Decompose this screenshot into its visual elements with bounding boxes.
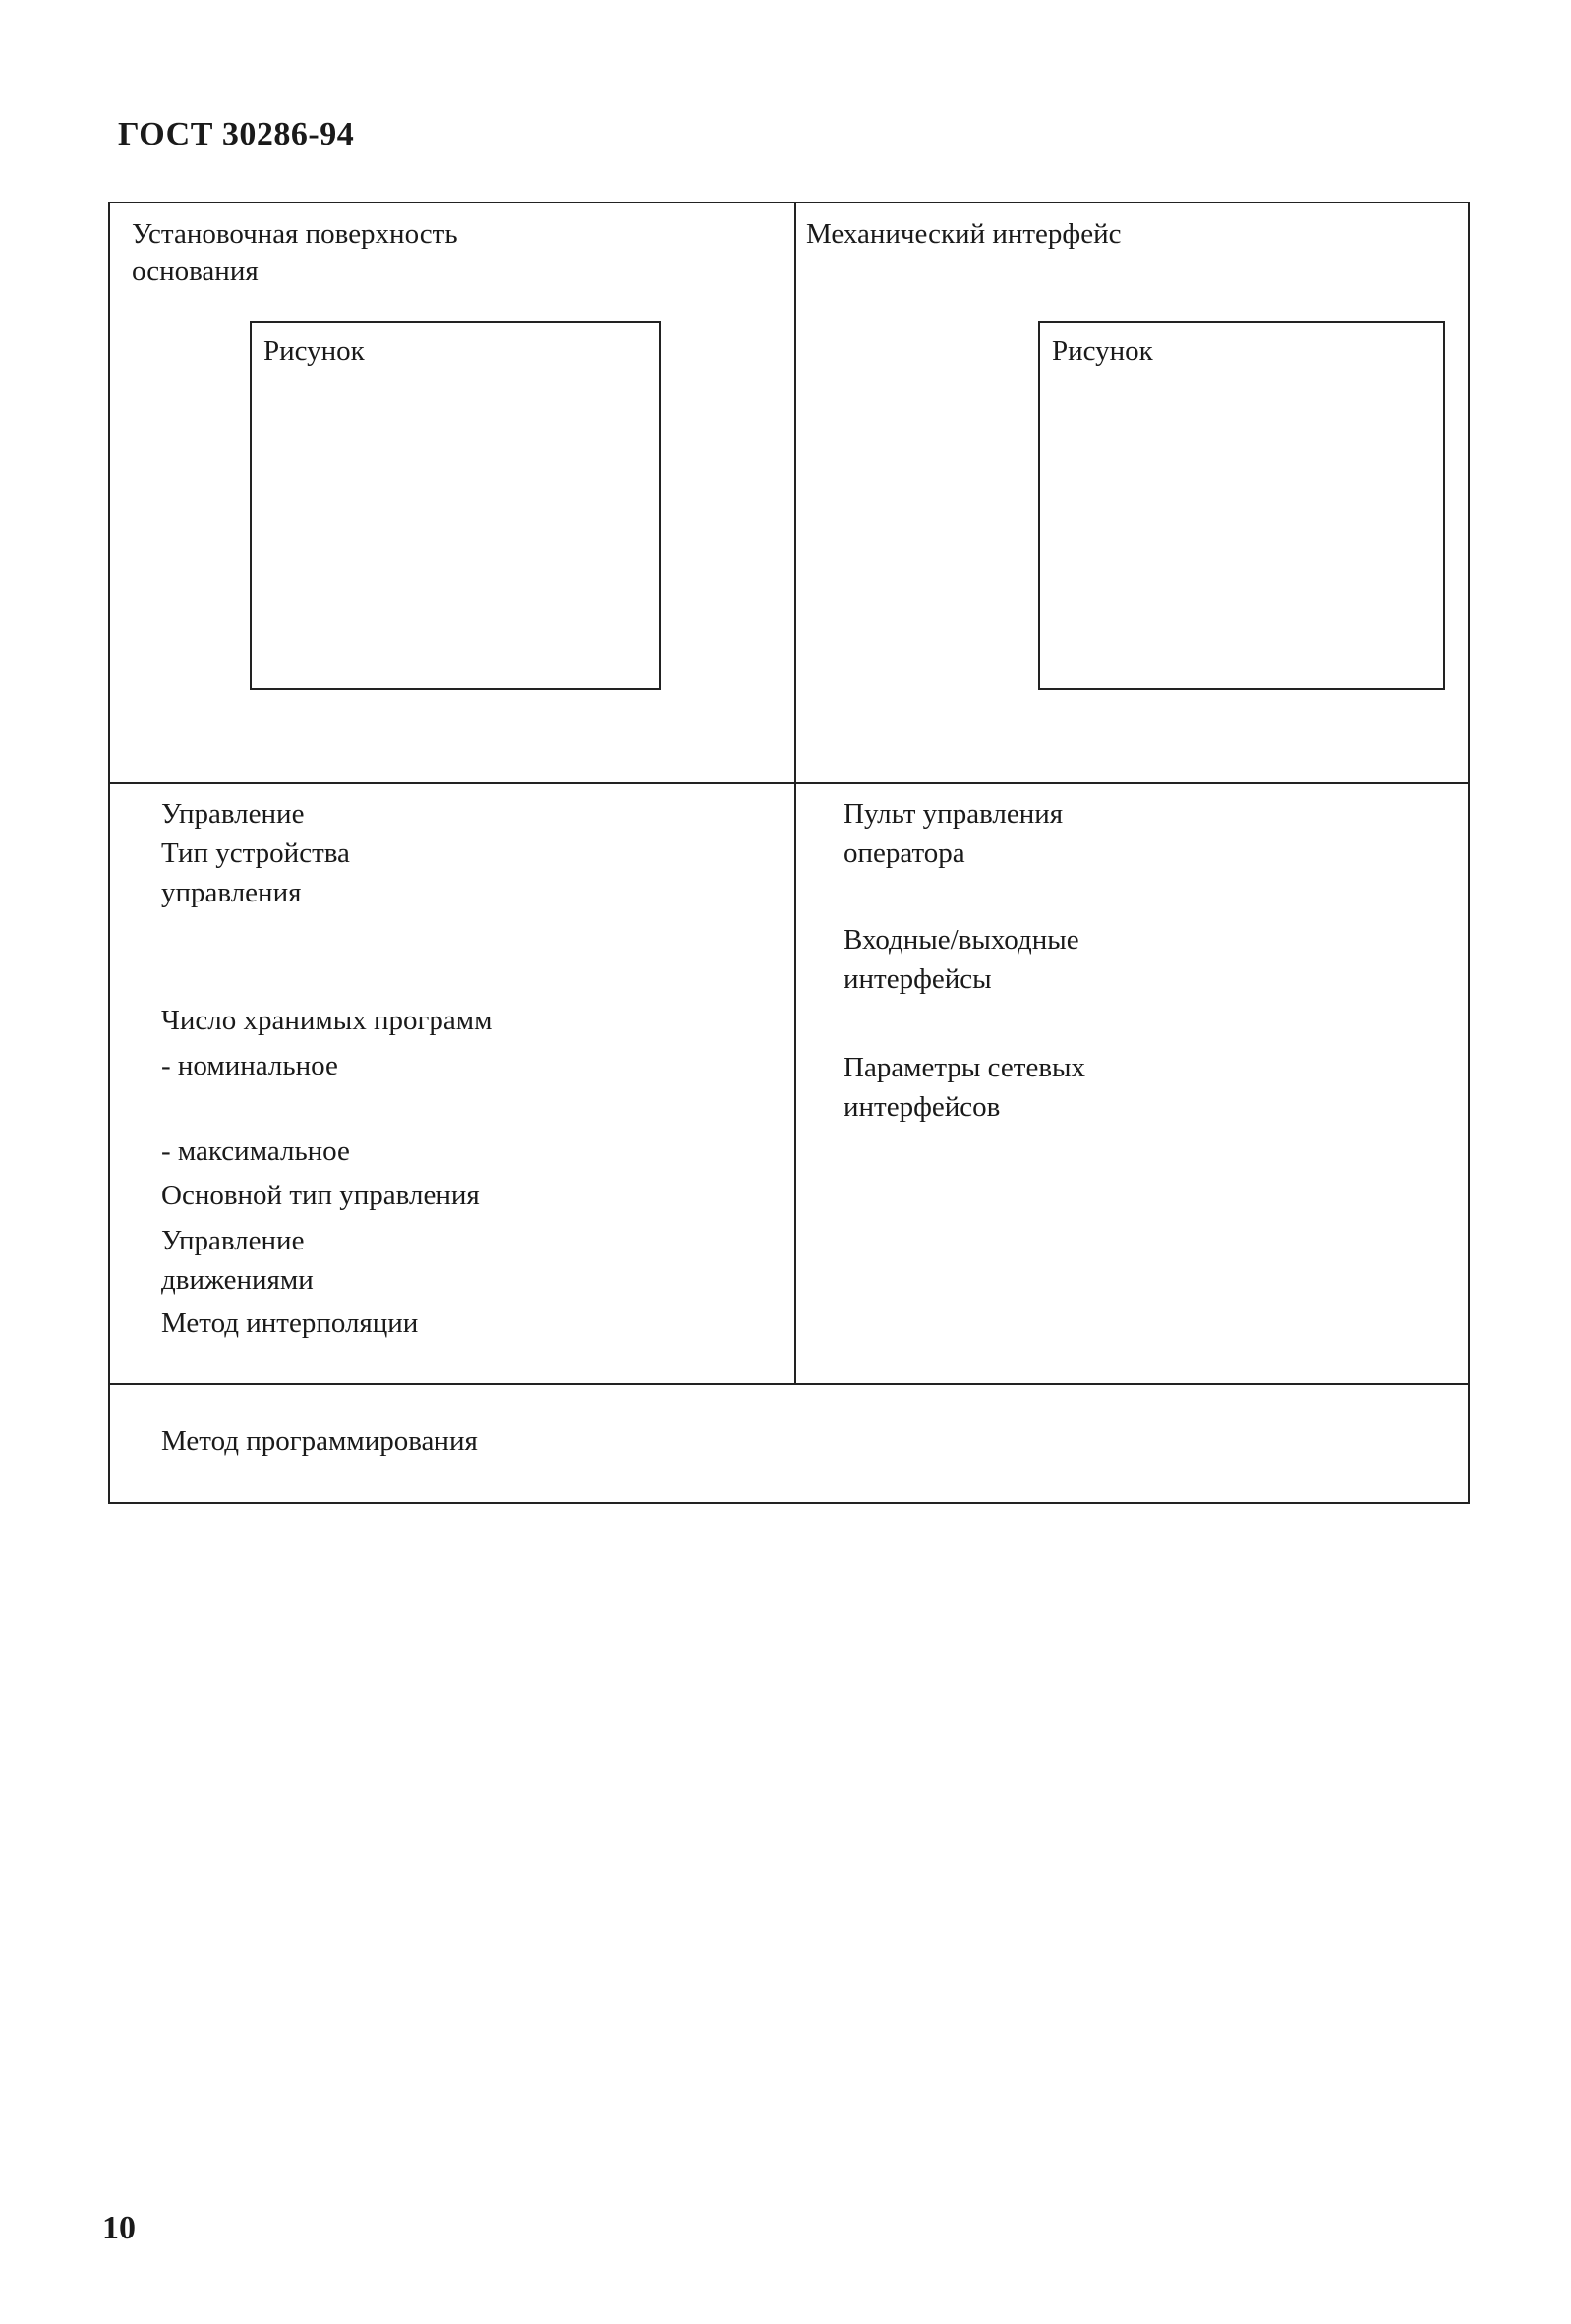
- network-params-line-2: интерфейсов: [844, 1091, 1001, 1123]
- cell-mounting-surface: [110, 203, 796, 784]
- interpolation-method: Метод интерполяции: [161, 1307, 419, 1339]
- programming-method: Метод программирования: [161, 1425, 478, 1457]
- network-params-line-1: Параметры сетевых: [844, 1052, 1085, 1083]
- cell-title-mechanical-interface: Механический интерфейс: [806, 218, 1122, 250]
- figure-label: Рисунок: [263, 335, 365, 367]
- control-device-type-line-2: управления: [161, 877, 302, 908]
- figure-placeholder-mechanical-interface: [1038, 321, 1445, 690]
- motion-control-line-2: движениями: [161, 1264, 314, 1296]
- io-interfaces-line-1: Входные/выходные: [844, 924, 1079, 956]
- page-number: 10: [102, 2210, 136, 2246]
- io-interfaces-line-2: интерфейсы: [844, 963, 992, 995]
- cell-mechanical-interface: [796, 203, 1470, 784]
- specification-table: [108, 202, 1470, 1504]
- cell-programming-method: [110, 1385, 1468, 1504]
- stored-programs-nominal: - номинальное: [161, 1050, 338, 1081]
- document-header: ГОСТ 30286-94: [118, 116, 355, 152]
- control-device-type-line-1: Тип устройства: [161, 838, 350, 869]
- operator-panel-line-1: Пульт управления: [844, 798, 1064, 830]
- cell-title-mounting-surface: [132, 215, 682, 290]
- stored-programs-maximum: - максимальное: [161, 1135, 350, 1167]
- operator-panel-line-2: оператора: [844, 838, 965, 869]
- title-line-2: основания: [132, 256, 259, 287]
- figure-placeholder-mounting-surface: [250, 321, 661, 690]
- motion-control-line-1: Управление: [161, 1225, 305, 1256]
- cell-control-parameters: [110, 784, 796, 1385]
- control-heading: Управление: [161, 798, 305, 830]
- title-line-1: Установочная поверхность: [132, 218, 458, 250]
- main-control-type: Основной тип управления: [161, 1180, 480, 1211]
- cell-interfaces: [796, 784, 1470, 1385]
- figure-label: Рисунок: [1052, 335, 1153, 367]
- stored-programs-count: Число хранимых программ: [161, 1005, 493, 1036]
